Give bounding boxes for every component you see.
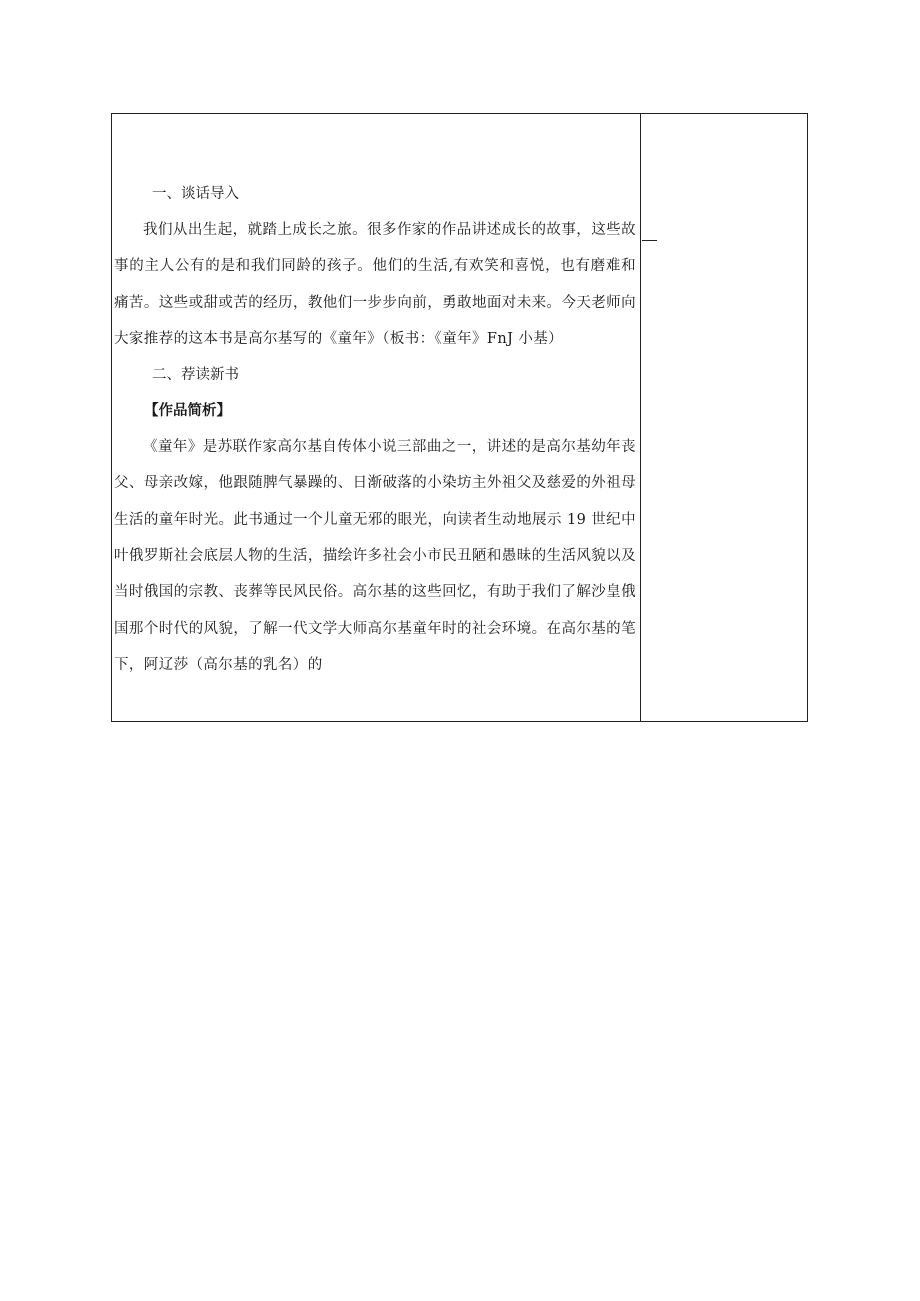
analysis-label: 【作品简析】 xyxy=(144,403,231,420)
margin-dash-mark xyxy=(642,240,657,241)
lesson-content xyxy=(114,176,636,683)
lesson-content-cell xyxy=(112,114,641,721)
notes-cell xyxy=(641,114,807,721)
lesson-plan-table xyxy=(111,113,808,722)
book-heading: 二、荐读新书 xyxy=(152,367,239,384)
intro-heading: 一、谈话导入 xyxy=(152,186,239,202)
analysis-paragraph: 《童年》是苏联作家高尔基自传体小说三部曲之一，讲述的是高尔基幼年丧父、母亲改嫁，他跟随脾气暴躁的、日渐破落的小染坊主外祖父及慈爱的外祖母生活的童年时光。此书通过一个儿童无邪的眼光，向读者生动地展示 19 世纪中叶俄罗斯社会底层人物的生活，描绘许多社会小市民丑陋和愚昧的生活风貌以及当时俄国的宗教、丧葬等民风民俗。高尔基的这些回忆，有助于我们了解沙皇俄国那个时代的风貌，了解一代文学大师高尔基童年时的社会环境。在高尔基的笔下，阿辽莎（高尔基的乳名）的 xyxy=(114,439,636,673)
intro-paragraph: 我们从出生起，就踏上成长之旅。很多作家的作品讲述成长的故事，这些故事的主人公有的是和我们同龄的孩子。他们的生活,有欢笑和喜悦，也有磨难和痛苦。这些或甜或苦的经历，教他们一步步向前，勇敢地面对未来。今天老师向大家推荐的这本书是高尔基写的《童年》（板书：《童年》FnJ 小基） xyxy=(114,222,636,347)
